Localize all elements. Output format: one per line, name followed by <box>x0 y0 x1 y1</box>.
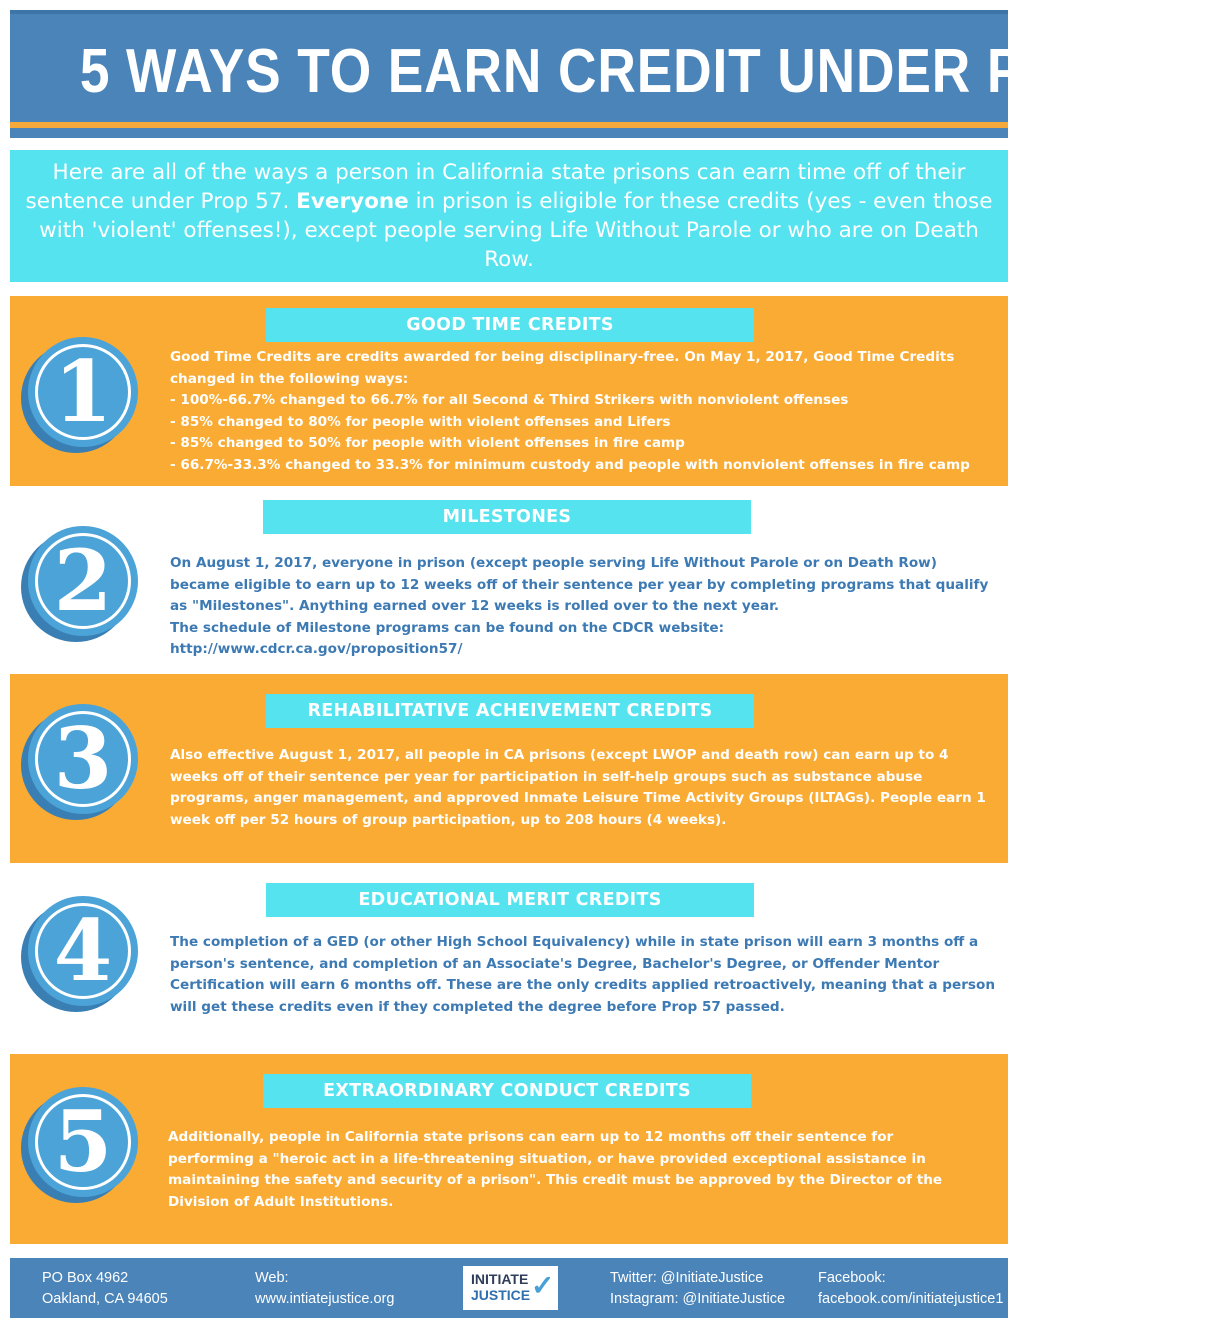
footer-web <box>255 1268 394 1310</box>
section-2-line: On August 1, 2017, everyone in prison (except people serving Life Without Parole or on Death Row) became eligible to earn up to 12 weeks off of their sentence per year by completing programs that qualify as "Milestones". Anything earned over 12 weeks is rolled over to the next year. <box>170 555 989 614</box>
footer-social <box>610 1268 785 1310</box>
section-2-line: The schedule of Milestone programs can be found on the CDCR website: <box>170 619 725 636</box>
section-5-title: EXTRAORDINARY CONDUCT CREDITS <box>263 1074 751 1108</box>
intro-text-bold: Everyone <box>296 189 409 214</box>
section-5-number: 5 <box>53 1092 113 1191</box>
section-4-title: EDUCATIONAL MERIT CREDITS <box>266 883 754 917</box>
section-5-line: Additionally, people in California state prisons can earn up to 12 months off their sentence for performing a "heroic act in a life-threatening situation, or have provided exceptional assistance in maintaining the safety and security of a prison". This credit must be approved by the Director of the Division of Adult Institutions. <box>168 1129 943 1210</box>
title-banner <box>10 10 1217 138</box>
section-2-link[interactable]: http://www.cdcr.ca.gov/proposition57/ <box>170 641 463 657</box>
footer-facebook-label: Facebook: <box>818 1270 886 1286</box>
footer-facebook-link[interactable]: facebook.com/initiatejustice1 <box>818 1291 1004 1307</box>
section-3-body <box>170 745 1000 831</box>
section-3-number-badge <box>28 704 138 814</box>
section-1-line: Good Time Credits are credits awarded for being disciplinary-free. On May 1, 2017, Good Time Credits changed in the following ways: <box>170 349 955 387</box>
section-1-number-badge <box>28 337 138 447</box>
section-5-number-badge <box>28 1087 138 1197</box>
page-title: 5 WAYS TO EARN CREDIT UNDER PROP 57 <box>79 37 1217 106</box>
footer-web-label: Web: <box>255 1270 289 1286</box>
title-top-stripe <box>10 10 1008 14</box>
section-4-number-badge <box>28 896 138 1006</box>
section-extraordinary-conduct-credits <box>10 1054 1008 1244</box>
section-2-number-badge <box>28 526 138 636</box>
section-4-body <box>170 932 1005 1018</box>
section-2-title: MILESTONES <box>263 500 751 534</box>
section-4-number: 4 <box>53 901 113 1000</box>
footer <box>10 1258 1008 1318</box>
footer-instagram-link[interactable]: Instagram: @InitiateJustice <box>610 1291 786 1307</box>
section-milestones <box>10 486 1008 672</box>
section-5-body <box>168 1127 968 1213</box>
section-3-number: 3 <box>53 709 113 808</box>
footer-address-line1: PO Box 4962 <box>42 1270 129 1286</box>
footer-address-line2: Oakland, CA 94605 <box>42 1291 168 1307</box>
section-1-line: - 85% changed to 80% for people with violent offenses and Lifers <box>170 413 671 430</box>
section-3-title: REHABILITATIVE ACHEIVEMENT CREDITS <box>266 694 754 728</box>
section-1-body <box>170 347 1000 476</box>
section-3-line: Also effective August 1, 2017, all people in CA prisons (except LWOP and death row) can earn up to 4 weeks off of their sentence per year for participation in self-help groups such as substance abuse programs, anger management, and approved Inmate Leisure Time Activity Groups (ILTAGs). People earn 1 week off per 52 hours of group participation, up to 208 hours (4 weeks). <box>170 747 986 828</box>
section-1-title: GOOD TIME CREDITS <box>266 308 754 342</box>
intro-text <box>10 158 1008 274</box>
section-1-number: 1 <box>53 342 113 441</box>
logo-text-initiate: INITIATE <box>471 1271 529 1287</box>
logo-text-justice: JUSTICE <box>471 1287 531 1303</box>
intro-text-part1: Here are all of the ways a person in California state prisons can earn time off of their sentence under Prop 57. <box>25 160 966 214</box>
footer-twitter-link[interactable]: Twitter: @InitiateJustice <box>610 1270 764 1286</box>
footer-web-link[interactable]: www.intiatejustice.org <box>255 1291 395 1307</box>
footer-address <box>42 1268 168 1310</box>
initiate-justice-logo[interactable] <box>463 1266 558 1310</box>
section-rehabilitative-achievement-credits <box>10 674 1008 863</box>
checkmark-icon: ✓ <box>531 1270 555 1301</box>
footer-facebook <box>818 1268 1003 1310</box>
section-educational-merit-credits <box>10 863 1008 1053</box>
section-good-time-credits <box>10 296 1008 486</box>
intro-text-part2: in prison is eligible for these credits (yes - even those with 'violent' offenses!), except people serving Life Without Parole or who are on Death Row. <box>39 189 993 272</box>
title-orange-stripe <box>10 122 1008 128</box>
section-4-line: The completion of a GED (or other High School Equivalency) while in state prison will earn 3 months off a person's sentence, and completion of an Associate's Degree, Bachelor's Degree, or Offender Mentor Certification will earn 6 months off. These are the only credits applied retroactively, meaning that a person will get these credits even if they completed the degree before Prop 57 passed. <box>170 934 996 1015</box>
section-1-line: - 100%-66.7% changed to 66.7% for all Second & Third Strikers with nonviolent offenses <box>170 392 849 408</box>
section-2-body <box>170 553 990 661</box>
section-1-line: - 85% changed to 50% for people with violent offenses in fire camp <box>170 435 685 451</box>
intro-panel <box>10 150 1008 282</box>
section-2-number: 2 <box>53 531 113 630</box>
section-1-line: - 66.7%-33.3% changed to 33.3% for minimum custody and people with nonviolent offenses in fire camp <box>170 456 970 473</box>
